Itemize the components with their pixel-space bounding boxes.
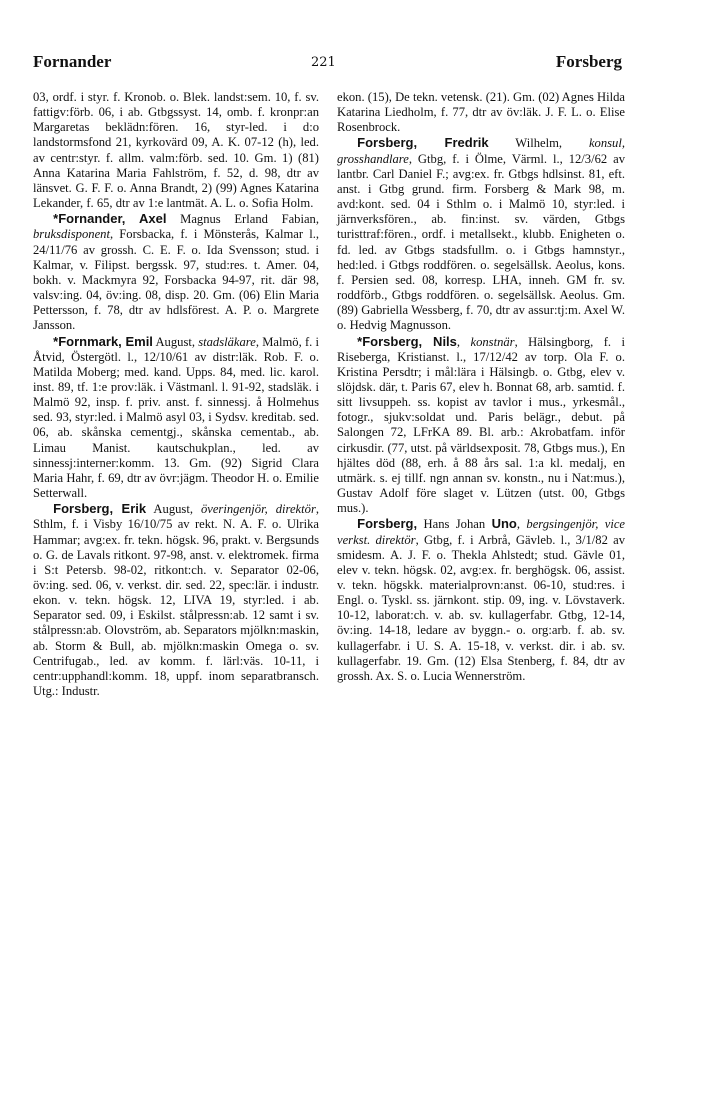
entry-text: , Gtbg, f. i Ölme, Värml. l., 12/3/62 av lantbr. Carl Daniel F.; avg:ex. fr. Gtbgs hdlsinst. 81, eft. anst. i Gtbg grund. firm. Forsberg & Mark 98, m. avd:kont. sed. 04 i Sthlm o. i Malmö 10, styr:led. i järnverksfören., ab. fin:inst. sv. värden, Gtbgs turisttraf:fören., ordf. i metallsekt., klubb. Enigheten o. fd. led. av Gtbgs stadsfullm. o. i Gtbgs hamnstyr., hed:led. i Gtbgs roddfören. o. segelsällsk. Aeolus, kons. f. Persien sed. 08, korresp. LHA, inneh. GM fr. sv. roddförb., Gtbgs roddfören. o. segelsällsk. Aeolus. Gm. (89) Gabriella Wessberg, f. 70, dtr av assur:tj:m. Axel W. o. Hedvig Magnusson. [337,151,625,333]
entry-title: konsul, grosshandlare [337,136,625,166]
entry-forsberg-nils [337,334,625,517]
entry-continuation [33,90,319,211]
entry-text: , Malmö, f. i Åtvid, Östergötl. l., 12/10/61 av distr:läk. Rob. F. o. Matilda Moberg; med. kand. Upps. 84, med. lic. karol. inst. 89, tf. 1:e prov:läk. i Västmanl. l. 91-92, stadsläk. i Malmö 92, insp. f. priv. anst. f. sinnessj. å Holmehus sed. 93, styr:led. i Malmö asyl 03, i Sydsv. kreditab. sed. 06, ab. skånska cementgj., skånska cementab., ab. Limau Manist. kautschukplan., led. av sinnessj:interner:komm. 13. Gm. (92) Sigrid Clara Maria Hahr, f. 69, dtr av övr:jägm. Theodor H. o. Emilie Setterwall. [33,334,320,501]
entry-name: Forsberg, [357,516,418,532]
entry-given-names: , [456,334,471,349]
entry-name: *Fornmark, Emil [53,333,153,349]
entry-name: *Fornander, Axel [53,211,167,227]
page-number: 221 [311,55,336,70]
entry-continuation [337,90,625,135]
entry-given-names: Magnus Erland Fabian, [166,212,319,227]
entry-title: bergsingenjör, vice verkst. direktör [337,517,625,547]
entry-fornander-axel [33,211,319,333]
left-column [33,90,319,699]
running-header [33,52,622,76]
header-right-word: Forsberg [555,52,622,71]
entry-given-names: August, [152,334,199,349]
entry-forsberg-fredrik [337,135,625,333]
entry-text: , Forsbacka, f. i Mönsterås, Kalmar l., 24/11/76 av grossh. C. E. F. o. Ida Svensson; stud. i Kalmar, v. Filipst. bergssk. 97, stud:res. t. Amer. 04, bokh. v. Mackmyra 92, Forsbacka 94-97, rit. där 98, valsv:ing. 04, öv:ing. 08, disp. 20. Gm. (06) Elin Maria Pettersson, f. 78, dtr av hdlsförest. A. P. o. Margrete Jansson. [33,227,319,333]
entry-given-names: August, [146,502,201,517]
right-column [337,90,625,684]
entry-text: , Sthlm, f. i Visby 16/10/75 av rekt. N. A. F. o. Ulrika Hammar; avg:ex. fr. tekn. högsk. 96, prakt. v. Bergsunds o. G. de Lavals ritkont. 97-98, anst. v. elektromek. firma i S:t Petersb. 98-02, ritkont:ch. v. Separator 02-06, öv:ing. sed. 06, v. verkst. dir. sed. 22, spec:lär. i industr. ekon. v. tekn. högsk. 12, LIVA 19, styr:led. i ab. Separator sed. 09, i Eskilst. stålpressn:ab. 12 samt i sv. stålpressn:ab. Olovström, ab. Separators mjölkn:maskin, ab. Storm & Bull, ab. mjölkn:maskin Omega o. sv. Centrifugab., led. av komm. f. lärl:väs. 10-11, i centr:upphandl:komm. 18, uppf. inom separatbransch. Utg.: Industr. [33,502,320,699]
entry-given-names: Wilhelm, [488,136,589,151]
entry-title: stadsläkare [198,334,256,349]
entry-name-called: Uno [491,516,517,532]
entry-fornmark-emil [33,334,319,502]
entry-title: bruksdisponent [33,227,110,242]
entry-given-names: Hans Johan [417,517,492,532]
header-left-word: Fornander [33,52,112,71]
entry-name: Forsberg, Fredrik [357,135,489,151]
entry-name: *Forsberg, Nils [357,333,457,349]
entry-text: ekon. (15), De tekn. vetensk. (21). Gm. (02) Agnes Hilda Katarina Liedholm, f. 77, dtr av öv:läk. J. F. L. o. Elise Rosenbrock. [337,90,625,135]
entry-text: , Gtbg, f. i Arbrå, Gävleb. l., 3/1/82 av smidesm. A. J. F. o. Thekla Ahlstedt; stud. Gävle 01, elev v. tekn. högsk. 02, avg:ex. fr. berghögsk. 06, assist. v. tekn. högskk. materialprovn:anst. 06-10, stud:res. i Engl. o. Tyskl. ss. järnkont. stip. 09, ing. v. Lövstaverk. 10-12, laborat:ch. v. ab. sv. kullagerfabr. Gtbg, 12-14, öv:ing. 14-18, ledare av byggn.- o. org:arb. f. ab. sv. kullagerfabr. i U. S. A. 15-18, v. verkst. dir. i ab. sv. kullagerfabr. 19. Gm. (12) Elsa Stenberg, f. 84, dtr av grossh. Ax. S. o. Lucia Wennerström. [337,532,625,683]
entry-separator: , [516,517,527,532]
entry-text: 03, ordf. i styr. f. Kronob. o. Blek. landst:sem. 10, f. sv. fattigv:förb. 06, i ab. Gtbgssyst. 14, omb. f. kronpr:an Margaretas beklädn:fören. 16, styr-led. i d:o landstormsfond 21, kyrkovärd 09, A. K. 07-12 (h), led. av centr:styr. f. allm. valm:förb. sed. 10. Gm. 1) (81) Anna Katarina Maria Fahlström, f. 52, d. 98, dtr av länsvet. G. F. F. o. Anna Brandt, 2) (99) Agnes Katarina Lekander, f. 65, dtr av 1:e lantmät. A. L. o. Sofia Holm. [33,90,319,211]
entry-title: konstnär [470,334,515,349]
entry-forsberg-erik [33,501,319,699]
entry-forsberg-uno [337,516,625,684]
entry-title: överingenjör, direktör [200,502,316,517]
entry-text: , Hälsingborg, f. i Riseberga, Kristianst. l., 17/12/42 av torp. Ola F. o. Kristina Persdtr; i mål:lära i Hälsingb. o. Gtbg, elev v. slöjdsk. där, t. Paris 67, elev h. Bonnat 68, arb. samtid. f. sitt livsuppeh. ss. kopist av tavlor i mus., yrkesmål., fotogr., sjukv:soldat und. Paris belägr., debut. på Salongen 72, LFrKA 89. Bl. arb.: Akrobatfam. inför cirkusdir. (77, utst. på världsexposit. 78, Gtbgs mus.), En hjältes död (88, erh. å 88 års sal. 1:a kl. medalj, en utmärk. s. ej tillf. ngn annan sv. konstn., nu i Nat:mus.), Gustav Adolf före slaget v. Lützen (utst. 00, Gtbgs mus.). [337,334,626,516]
entry-name: Forsberg, Erik [53,501,147,517]
